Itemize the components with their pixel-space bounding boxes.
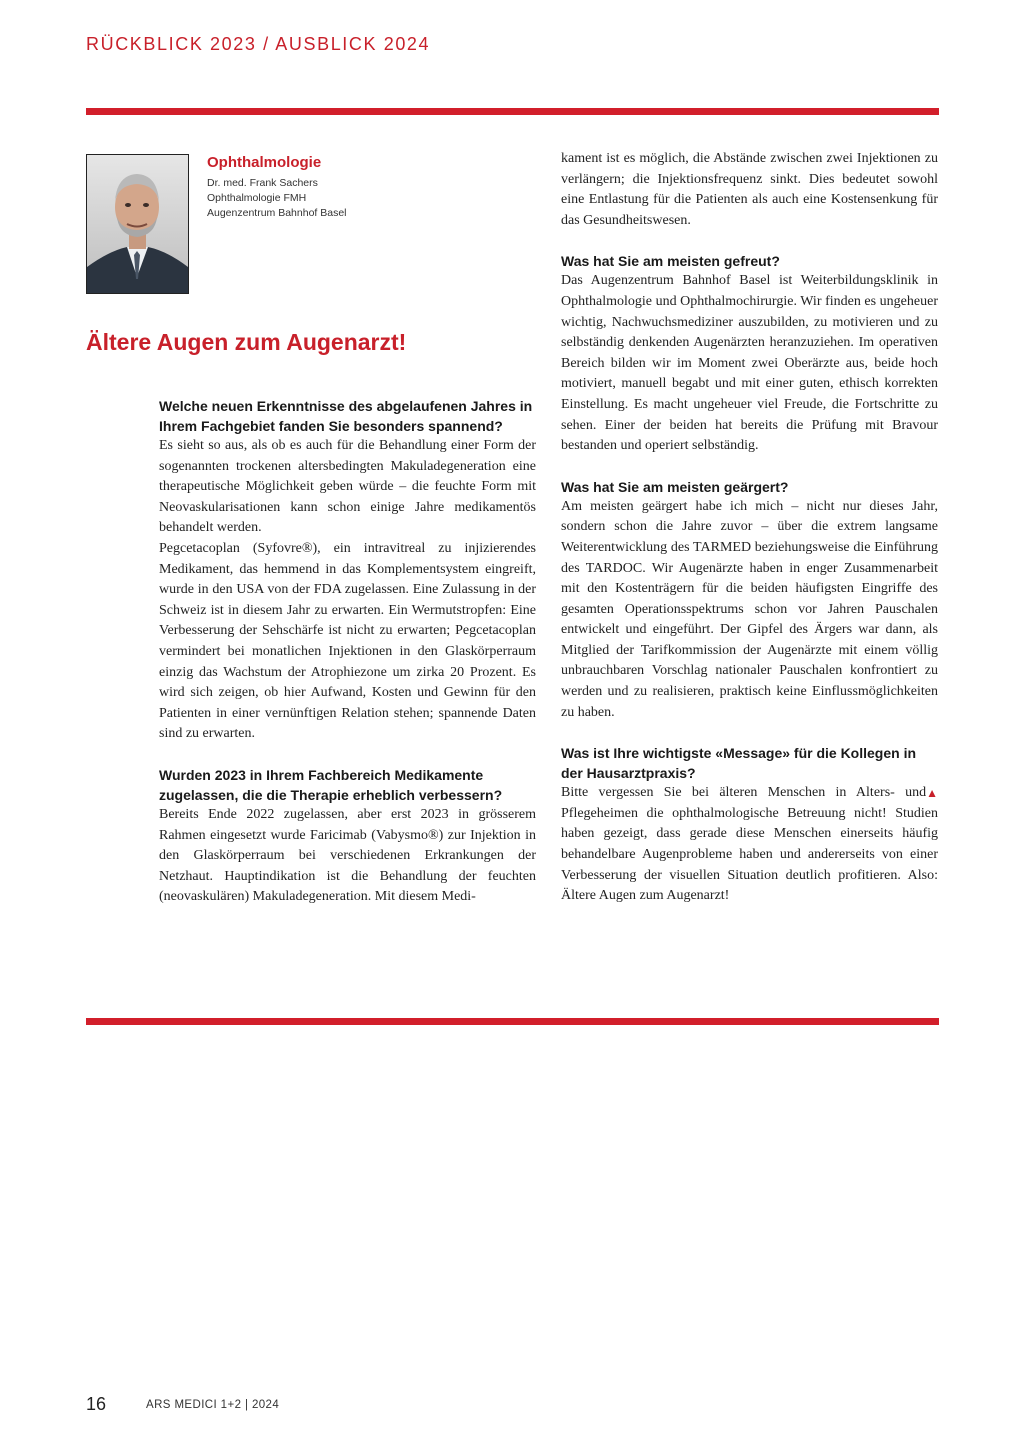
answer-paragraph	[561, 783, 938, 907]
question-heading: Wurden 2023 in Ihrem Fachbereich Medikamente zugelassen, die die Therapie erheblich verbessern?	[159, 766, 503, 803]
answer-paragraph: Das Augenzentrum Bahnhof Basel ist Weiterbildungsklinik in Ophthalmologie und Ophthalmochirurgie. Wir finden es ungeheuer wichtig, Nachwuchsmediziner auszubilden, zu motivieren und zu selbständig denkenden Augenärzten heranzuziehen. Im operativen Bereich bilden wir im Moment zwei Oberärzte aus, beide hoch motiviert, manuell begabt und mit einer guten, ethisch korrekten Einstellung. Es macht ungeheuer viel Freude, die Fortschritte zu sehen. Einer der beiden hat bereits die Prüfung mit Bravour bestanden und operiert selbständig.	[561, 273, 938, 454]
answer-paragraph: Bereits Ende 2022 zugelassen, aber erst 2023 in grösserem Rahmen eingesetzt wurde Faricimab (Vabysmo®) zur Injektion in den Glaskörperraum bei verschiedenen Erkrankungen der Netzhaut. Hauptindikation ist die Behandlung der feuchten (neovaskulären) Makuladegeneration. Mit diesem Medi-	[159, 806, 536, 905]
question-heading: Welche neuen Erkenntnisse des abgelaufenen Jahres in Ihrem Fachgebiet fanden Sie besonders spannend?	[159, 398, 533, 434]
article-headline: Ältere Augen zum Augenarzt!	[86, 329, 407, 355]
question-heading: Was hat Sie am meisten geärgert?	[561, 478, 789, 495]
journal-footer: ARS MEDICI 1+2 | 2024	[146, 1399, 280, 1411]
answer-paragraph: Es sieht so aus, als ob es auch für die Behandlung einer Form der sogenannten trockenen altersbedingten Makuladegeneration eine therapeutische Möglichkeit geben würde – die feuchte Form mit Neovaskularisationen kann schon einige Jahre medikamentös behandelt werden.	[159, 438, 536, 536]
author-title: Ophthalmologie FMH	[207, 192, 307, 204]
answer-paragraph: Am meisten geärgert habe ich mich – nicht nur dieses Jahr, sondern schon die Jahre zuvor – über die extrem langsame Weiterentwicklung des TARMED beziehungsweise die Einführung des TARDOC. Wir Augenärzte haben in enger Zusammenarbeit mit den Kostenträgern für die beiden häufigsten Eingriffe des gesamten Operationsspektrums schon vor Jahren Pauschalen entwickelt und eingeführt. Der Gipfel des Ärgers war dann, als Mitglied der Tarifkommission der Augenärzte mit einem völlig unbrauchbaren Vorschlag nationaler Pauschalen konfrontiert zu werden und zu realisieren, praktisch keine Einflussmöglichkeiten zu haben.	[561, 498, 938, 720]
author-portrait	[86, 154, 189, 294]
continued-paragraph: kament ist es möglich, die Abstände zwischen zwei Injektionen zu verlängern; die Injektionsfrequenz sinkt. Dies bedeutet sowohl eine Entlastung für die Patienten als auch eine Kostensenkung für das Gesundheitswesen.	[561, 151, 938, 228]
author-name: Dr. med. Frank Sachers	[207, 177, 318, 189]
triangle-up-icon: ▲	[926, 786, 938, 801]
author-info	[207, 176, 347, 221]
author-specialty: Ophthalmologie	[207, 154, 322, 171]
top-divider-rule	[86, 108, 939, 115]
right-text-column	[561, 149, 938, 907]
final-answer-text: Bitte vergessen Sie bei älteren Menschen in Alters- und Pflegeheimen die ophthalmologische Betreuung nicht! Studien haben gezeigt, dass gerade diese Menschen einerseits häufig behandelbare Augenprobleme haben und andererseits von einer Verbesserung der visuellen Situation deutlich profitieren. Also: Ältere Augen zum Augenarzt!	[561, 785, 938, 904]
question-heading: Was ist Ihre wichtigste «Message» für die Kollegen in der Hausarztpraxis?	[561, 745, 917, 782]
question-heading: Was hat Sie am meisten gefreut?	[561, 253, 780, 270]
author-institution: Augenzentrum Bahnhof Basel	[207, 207, 347, 219]
section-header-label: RÜCKBLICK 2023 / AUSBLICK 2024	[86, 34, 431, 54]
page-number: 16	[86, 1394, 107, 1414]
left-text-column	[159, 396, 536, 908]
bottom-divider-rule	[86, 1018, 939, 1025]
answer-paragraph: Pegcetacoplan (Syfovre®), ein intravitreal zu injizierendes Medikament, das hemmend in das Komplementsystem eingreift, wurde in den USA von der FDA zugelassen. Eine Zulassung in der Schweiz ist in diesem Jahr zu erwarten. Ein Wermutstropfen: Eine Verbesserung der Sehschärfe ist nicht zu erwarten; Pegcetacoplan vermindert bei monatlichen Injektionen in den Glaskörperraum einzig das Wachstum der Atrophiezone um zirka 20 Prozent. Es wird sich zeigen, ob hier Aufwand, Kosten und Gewinn für den Patienten in einer vernünftigen Relation stehen; spannende Daten sind zu erwarten.	[159, 540, 536, 742]
